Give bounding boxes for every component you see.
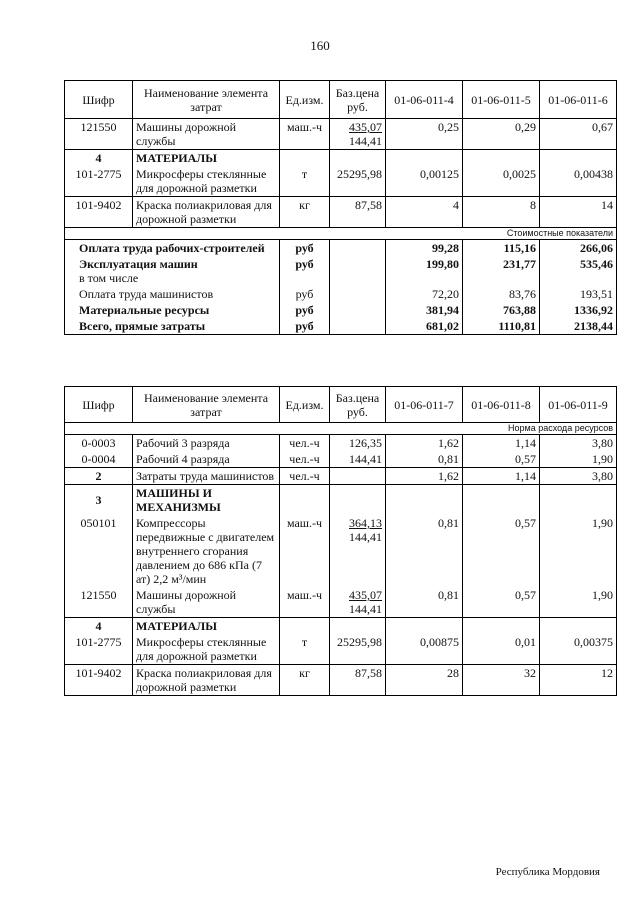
row-code: 0-0003 [65, 435, 133, 452]
row-price [330, 119, 386, 150]
section-label-row [65, 423, 617, 435]
row-value: 0,25 [386, 119, 463, 150]
cost-value: 199,80 [386, 256, 463, 286]
header-col-2: 01-06-011-8 [463, 387, 540, 423]
cost-row [65, 302, 617, 318]
row-code: 121550 [65, 119, 133, 150]
section-label: Стоимостные показатели [65, 228, 617, 240]
row-value: 0,00875 [386, 634, 463, 665]
cost-value: 72,20 [386, 286, 463, 302]
row-value: 0,67 [540, 119, 617, 150]
cost-value: 763,88 [463, 302, 540, 318]
header-unit: Ед.изм. [280, 387, 330, 423]
row-unit: чел.-ч [280, 468, 330, 485]
section-label-row [65, 228, 617, 240]
row-name: Краска полиакриловая для дорожной разметки [133, 665, 280, 696]
table-header [65, 387, 617, 423]
header-col-2: 01-06-011-5 [463, 81, 540, 119]
row-value: 4 [386, 197, 463, 228]
row-unit: чел.-ч [280, 451, 330, 468]
row-price: 126,35 [330, 435, 386, 452]
cost-name: Всего, прямые затраты [65, 318, 280, 335]
row-price [330, 587, 386, 618]
header-unit: Ед.изм. [280, 81, 330, 119]
page-number: 160 [310, 38, 330, 53]
row-value: 1,90 [540, 587, 617, 618]
row-value: 1,62 [386, 435, 463, 452]
row-unit: маш.-ч [280, 515, 330, 587]
row-value: 0,81 [386, 587, 463, 618]
row-value: 0,0025 [463, 166, 540, 197]
row-price: 25295,98 [330, 634, 386, 665]
cost-value: 535,46 [540, 256, 617, 286]
row-value: 0,57 [463, 587, 540, 618]
row-name: МАШИНЫ И МЕХАНИЗМЫ [133, 485, 280, 516]
row-value: 1,90 [540, 515, 617, 587]
header-col-3: 01-06-011-6 [540, 81, 617, 119]
cost-value: 193,51 [540, 286, 617, 302]
header-col-3: 01-06-011-9 [540, 387, 617, 423]
table-row [65, 166, 617, 197]
row-value: 28 [386, 665, 463, 696]
table-row [65, 150, 617, 167]
row-name: Рабочий 4 разряда [133, 451, 280, 468]
header-col-1: 01-06-011-4 [386, 81, 463, 119]
row-name: Компрессоры передвижные с двигателем внутреннего сгорания давлением до 686 кПа (7 ат) 2,2 м³/мин [133, 515, 280, 587]
row-code: 4 [65, 618, 133, 635]
row-unit: т [280, 634, 330, 665]
row-name: Машины дорожной службы [133, 119, 280, 150]
row-name: МАТЕРИАЛЫ [133, 150, 280, 167]
table-row [65, 587, 617, 618]
header-name: Наименование элемента затрат [133, 387, 280, 423]
cost-value: 381,94 [386, 302, 463, 318]
row-value: 0,00375 [540, 634, 617, 665]
header-col-1: 01-06-011-7 [386, 387, 463, 423]
table-header [65, 81, 617, 119]
resource-table-2 [64, 386, 617, 696]
table-row [65, 665, 617, 696]
cost-value: 266,06 [540, 240, 617, 257]
row-price: 25295,98 [330, 166, 386, 197]
row-value: 0,00438 [540, 166, 617, 197]
header-code: Шифр [65, 387, 133, 423]
cost-unit: руб [280, 286, 330, 302]
row-value: 3,80 [540, 435, 617, 452]
row-unit: чел.-ч [280, 435, 330, 452]
price-value-2: 144,41 [349, 134, 382, 148]
row-name: Машины дорожной службы [133, 587, 280, 618]
row-unit: кг [280, 665, 330, 696]
header-price: Баз.цена руб. [330, 387, 386, 423]
price-value-2: 144,41 [349, 530, 382, 544]
price-value: 364,13 [349, 516, 382, 530]
table-row [65, 485, 617, 516]
row-value: 12 [540, 665, 617, 696]
row-name: Краска полиакриловая для дорожной разметки [133, 197, 280, 228]
row-name: Затраты труда машинистов [133, 468, 280, 485]
price-value-2: 144,41 [349, 602, 382, 616]
row-code: 4 [65, 150, 133, 167]
row-price: 144,41 [330, 451, 386, 468]
cost-row [65, 240, 617, 257]
cost-name [65, 256, 280, 286]
row-value: 3,80 [540, 468, 617, 485]
cost-name: Оплата труда рабочих-строителей [65, 240, 280, 257]
table-row [65, 634, 617, 665]
row-value: 0,57 [463, 515, 540, 587]
row-value: 32 [463, 665, 540, 696]
row-value: 14 [540, 197, 617, 228]
cost-row [65, 256, 617, 286]
cost-name-sub: в том числе [79, 271, 139, 285]
table-row [65, 618, 617, 635]
header-price: Баз.цена руб. [330, 81, 386, 119]
row-value: 0,00125 [386, 166, 463, 197]
row-value: 8 [463, 197, 540, 228]
cost-value: 231,77 [463, 256, 540, 286]
table-row [65, 119, 617, 150]
row-price [330, 515, 386, 587]
row-name: Микросферы стеклянные для дорожной разметки [133, 166, 280, 197]
cost-name-main: Эксплуатация машин [79, 257, 198, 271]
header-name: Наименование элемента затрат [133, 81, 280, 119]
cost-name: Материальные ресурсы [65, 302, 280, 318]
cost-value: 2138,44 [540, 318, 617, 335]
section-label: Норма расхода ресурсов [65, 423, 617, 435]
header-code: Шифр [65, 81, 133, 119]
row-unit: маш.-ч [280, 119, 330, 150]
row-code: 101-9402 [65, 665, 133, 696]
resource-table-1 [64, 80, 617, 335]
table-row [65, 515, 617, 587]
cost-value: 681,02 [386, 318, 463, 335]
table-row [65, 435, 617, 452]
row-code: 0-0004 [65, 451, 133, 468]
row-unit: маш.-ч [280, 587, 330, 618]
cost-unit: руб [280, 256, 330, 286]
row-value: 1,90 [540, 451, 617, 468]
row-code: 101-9402 [65, 197, 133, 228]
cost-unit: руб [280, 240, 330, 257]
cost-value: 83,76 [463, 286, 540, 302]
row-code: 050101 [65, 515, 133, 587]
row-code: 101-2775 [65, 166, 133, 197]
footer-region: Республика Мордовия [495, 866, 600, 878]
row-code: 121550 [65, 587, 133, 618]
cost-unit: руб [280, 318, 330, 335]
table-row [65, 468, 617, 485]
row-name: МАТЕРИАЛЫ [133, 618, 280, 635]
table-row [65, 451, 617, 468]
price-value: 435,07 [349, 588, 382, 602]
cost-value: 99,28 [386, 240, 463, 257]
row-value: 1,14 [463, 435, 540, 452]
row-code: 2 [65, 468, 133, 485]
row-value: 0,29 [463, 119, 540, 150]
row-value: 1,14 [463, 468, 540, 485]
cost-value: 1336,92 [540, 302, 617, 318]
cost-row [65, 286, 617, 302]
row-code: 101-2775 [65, 634, 133, 665]
cost-name: Оплата труда машинистов [65, 286, 280, 302]
row-code: 3 [65, 485, 133, 516]
table-row [65, 197, 617, 228]
cost-row [65, 318, 617, 335]
row-value: 1,62 [386, 468, 463, 485]
row-value: 0,01 [463, 634, 540, 665]
cost-value: 1110,81 [463, 318, 540, 335]
row-unit: кг [280, 197, 330, 228]
price-value: 435,07 [349, 120, 382, 134]
row-unit: т [280, 166, 330, 197]
row-price: 87,58 [330, 197, 386, 228]
row-value: 0,57 [463, 451, 540, 468]
cost-value: 115,16 [463, 240, 540, 257]
row-name: Рабочий 3 разряда [133, 435, 280, 452]
row-value: 0,81 [386, 515, 463, 587]
cost-unit: руб [280, 302, 330, 318]
row-price: 87,58 [330, 665, 386, 696]
row-value: 0,81 [386, 451, 463, 468]
row-name: Микросферы стеклянные для дорожной разметки [133, 634, 280, 665]
